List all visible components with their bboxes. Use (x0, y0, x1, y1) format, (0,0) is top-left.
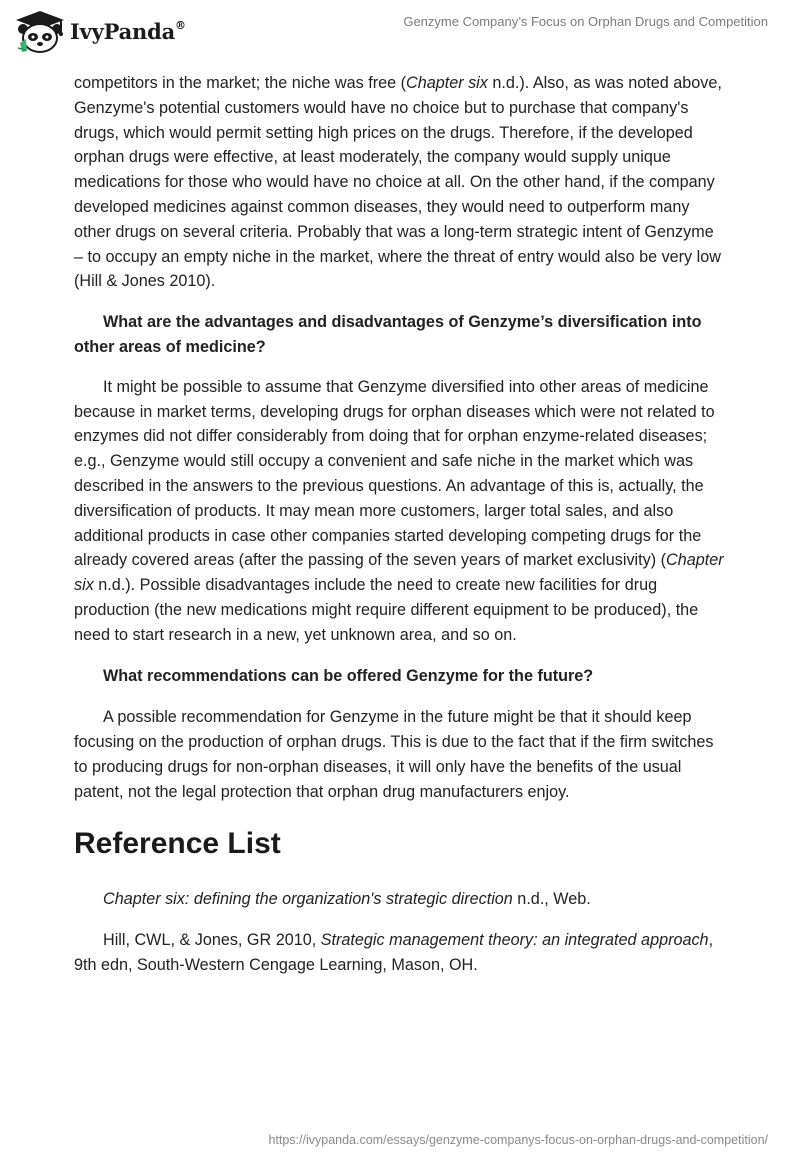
essay-content (74, 71, 726, 978)
body-paragraph: competitors in the market; the niche was free (Chapter six n.d.). Also, as was noted above, Genzyme's potential customers would have no choice but to purchase that company's drugs, which would permit setting high prices on the drugs. Therefore, if the developed orphan drugs were effective, at least moderately, the company would supply unique medications for those who would have no choice at all. On the other hand, if the company developed medicines against common diseases, they would need to outperform many other drugs on several criteria. Probably that was a long-term strategic intent of Genzyme – to occupy an empty niche in the market, where the threat of entry would also be very low (Hill & Jones 2010). (74, 74, 722, 291)
section-question: What recommendations can be offered Genzyme for the future? (103, 666, 594, 685)
citation: Chapter six (74, 551, 724, 595)
reference-list-heading: Reference List (74, 826, 281, 860)
body-paragraph: It might be possible to assume that Genzyme diversified into other areas of medicine because in market terms, developing drugs for orphan diseases which were not related to enzymes did not differ considerably from doing that for orphan enzyme-related diseases; e.g., Genzyme would still occupy a convenient and safe niche in the market which was described in the answers to the previous questions. An advantage of this is, actually, the diversification of products. It may mean more customers, larger total sales, and also additional products in case other companies started developing competing drugs for the already covered areas (after the passing of the seven years of market exclusivity) (Chapter six n.d.). Possible disadvantages include the need to create new facilities for drug production (the new medications might require different equipment to be produced), the need to start research in a new, yet unknown area, and so on. (74, 377, 724, 644)
reference-item: Chapter six: defining the organization's strategic direction n.d., Web. (103, 889, 591, 908)
source-url[interactable]: https://ivypanda.com/essays/genzyme-companys-focus-on-orphan-drugs-and-competition/ (268, 1133, 768, 1147)
citation: Chapter six (406, 74, 488, 92)
logo[interactable] (14, 9, 186, 53)
panda-graduate-icon (14, 9, 66, 53)
body-paragraph: A possible recommendation for Genzyme in the future might be that it should keep focusing on the production of orphan drugs. This is due to the fact that if the firm switches to producing drugs for non-orphan diseases, it will only have the benefits of the usual patent, not the legal protection that orphan drug manufacturers enjoy. (74, 708, 714, 801)
page-header (0, 0, 800, 70)
reference-item: Hill, CWL, & Jones, GR 2010, Strategic management theory: an integrated approach, 9th edn, South-Western Cengage Learning, Mason, OH. (74, 931, 714, 975)
section-question: What are the advantages and disadvantages of Genzyme’s diversification into other areas of medicine? (74, 313, 702, 356)
document-title: Genzyme Company’s Focus on Orphan Drugs and Competition (403, 14, 768, 29)
logo-text: IvyPanda® (70, 18, 186, 44)
